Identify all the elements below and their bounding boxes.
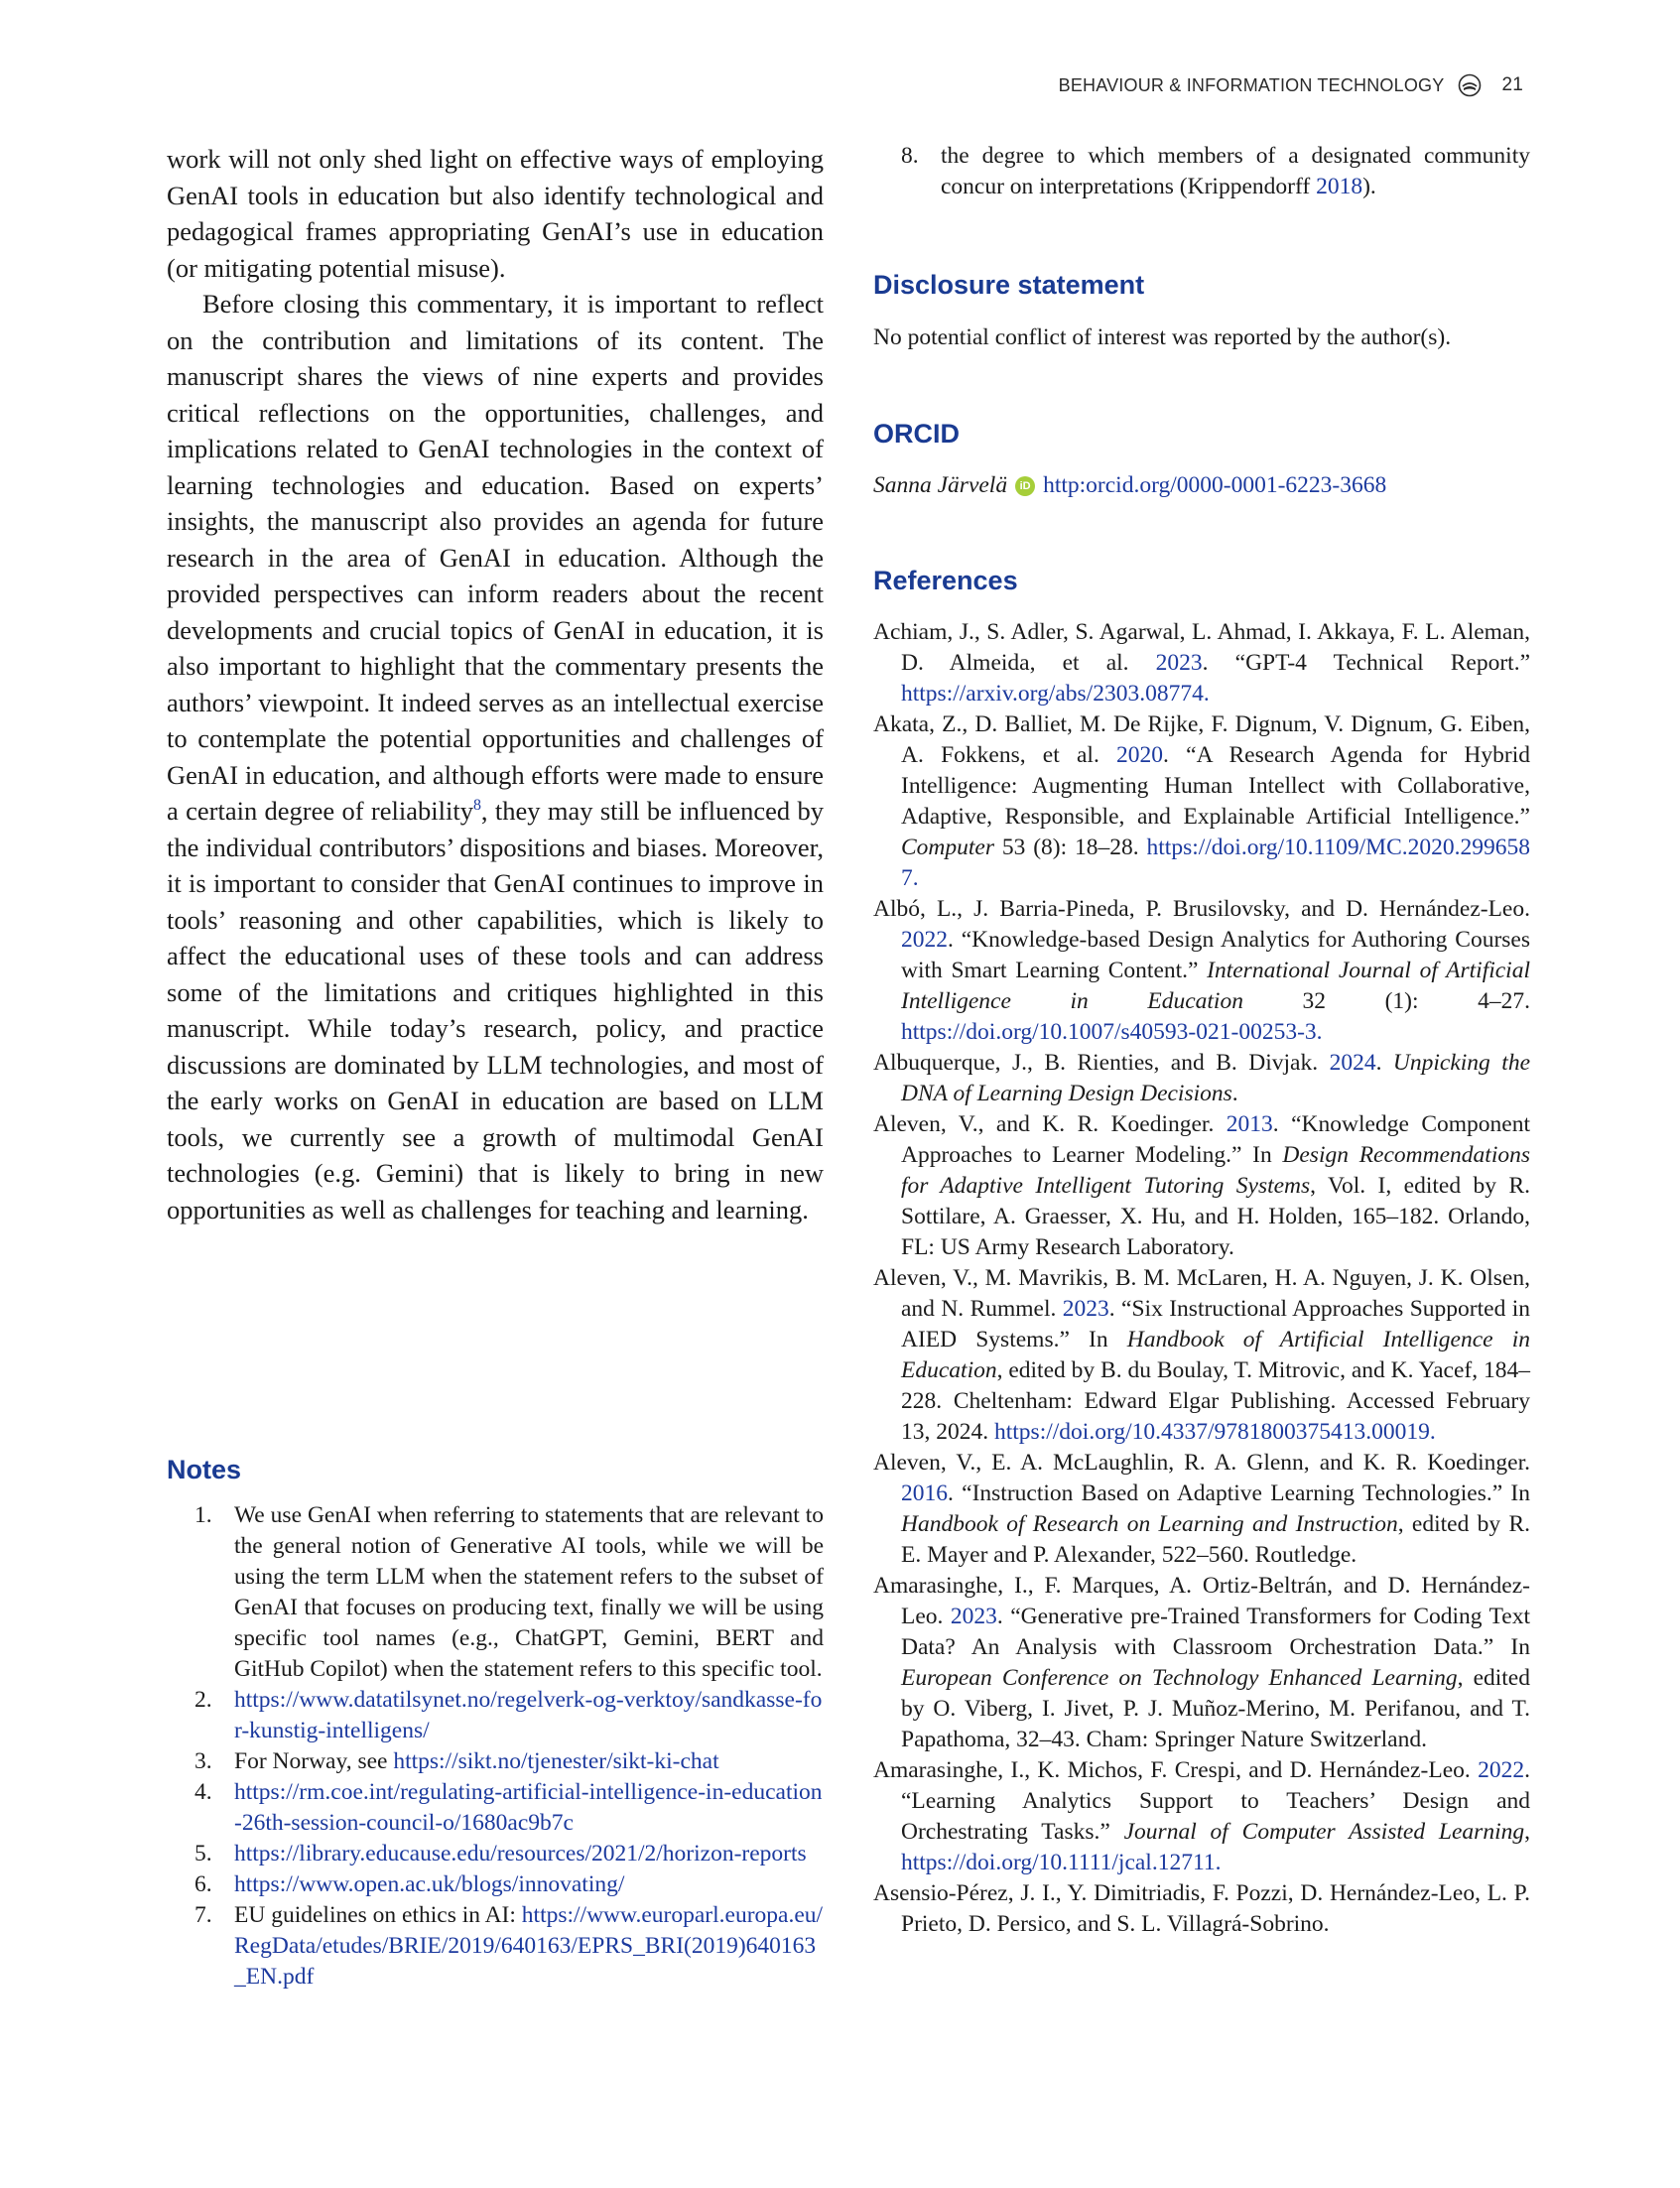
references-list	[873, 617, 1530, 1940]
note-item-8	[873, 141, 1530, 202]
reference-text: .	[1231, 1081, 1238, 1106]
reference-text: Achiam, J., S. Adler, S. Agarwal, L. Ahmad, I. Akkaya, F. L. Aleman, D. Almeida, et al.	[873, 619, 1530, 676]
reference-url[interactable]: https://doi.org/10.1111/jcal.12711.	[901, 1850, 1222, 1875]
reference-url[interactable]: https://doi.org/10.1007/s40593-021-00253-3.	[901, 1019, 1323, 1045]
reference-text: Aleven, V., and K. R. Koedinger.	[873, 1111, 1227, 1137]
reference-text: , edited by R. E. Mayer and P. Alexander, 522–560. Routledge.	[901, 1511, 1530, 1568]
note-link[interactable]: https://www.datatilsynet.no/regelverk-og-verktoy/sandkasse-for-kunstig-intelligens/	[234, 1687, 823, 1743]
orcid-icon[interactable]: iD	[1015, 476, 1035, 496]
running-header	[1059, 71, 1523, 99]
reference-year-link[interactable]: 2023	[950, 1604, 997, 1629]
journal-logo-icon	[1458, 73, 1482, 97]
note-text: ).	[1362, 174, 1376, 199]
reference-text: Amarasinghe, I., F. Marques, A. Ortiz-Beltrán, and D. Hernández-Leo.	[873, 1573, 1530, 1629]
note-link[interactable]: https://library.educause.edu/resources/2021/2/horizon-reports	[234, 1841, 807, 1866]
reference-year-link[interactable]: 2013	[1226, 1111, 1273, 1137]
reference-text: . “Six Instructional Approaches Supported in AIED Systems.” In	[901, 1296, 1531, 1352]
note-number: 2.	[194, 1687, 212, 1713]
orcid-heading: ORCID	[873, 419, 960, 449]
reference-year-link[interactable]: 2016	[901, 1480, 948, 1506]
reference-item	[873, 1755, 1530, 1878]
paragraph: work will not only shed light on effective ways of employing GenAI tools in education but also identify technological and pedagogical frames appropriating GenAI’s use in education (or mitigating potential misuse).	[167, 144, 824, 283]
note-item	[194, 1500, 824, 1685]
reference-year-link[interactable]: 2020	[1116, 742, 1164, 768]
reference-title: Unpicking the DNA of Learning Design Decisions	[901, 1050, 1530, 1106]
note-link[interactable]: https://www.europarl.europa.eu/RegData/etudes/BRIE/2019/640163/EPRS_BRI(2019)640163_EN.pdf	[234, 1902, 824, 1990]
reference-text: Albó, L., J. Barria-Pineda, P. Brusilovsky, and D. Hernández-Leo.	[873, 896, 1530, 922]
reference-item	[873, 894, 1530, 1048]
reference-venue: International Journal of Artificial Intelligence in Education	[901, 958, 1530, 1014]
reference-venue: Computer	[901, 835, 994, 860]
reference-venue: Journal of Computer Assisted Learning	[1123, 1819, 1525, 1845]
reference-text: . “A Research Agenda for Hybrid Intelligence: Augmenting Human Intellect with Collaborative, Adaptive, Responsible, and Explainable Artificial Intelligence.”	[901, 742, 1530, 830]
reference-venue: European Conference on Technology Enhanced Learning	[901, 1665, 1458, 1691]
disclosure-text: No potential conflict of interest was reported by the author(s).	[873, 324, 1452, 350]
note-number: 1.	[194, 1502, 212, 1528]
paragraph-text: , they may still be influenced by the individual contributors’ dispositions and biases. Moreover, it is important to consider that GenAI continues to improve in tools’ reasoning and other capabilities, which is likely to affect the educational uses of these tools and can address some of the limitations and critiques highlighted in this manuscript. While today’s research, policy, and practice discussions are dominated by LLM technologies, and most of the early works on GenAI in education are based on LLM tools, we currently see a growth of multimodal GenAI technologies (e.g. Gemini) that is likely to bring in new opportunities as well as challenges for teaching and learning.	[167, 796, 824, 1224]
note-text: EU guidelines on ethics in AI:	[234, 1902, 522, 1928]
reference-item	[873, 709, 1530, 894]
notes-heading: Notes	[167, 1455, 242, 1484]
reference-year-link[interactable]: 2024	[1329, 1050, 1376, 1076]
note-number: 7.	[194, 1902, 212, 1928]
note-text: We use GenAI when referring to statements that are relevant to the general notion of Generative AI tools, while we will be using the term LLM when the statement refers to the subset of GenAI that focuses on producing text, finally we will be using specific tool names (e.g., ChatGPT, Gemini, BERT and GitHub Copilot) when the statement refers to this specific tool.	[234, 1502, 824, 1682]
reference-text: Albuquerque, J., B. Rienties, and B. Divjak.	[873, 1050, 1330, 1076]
reference-text: , edited by B. du Boulay, T. Mitrovic, and K. Yacef, 184–228. Cheltenham: Edward Elgar Publishing. Accessed February 13, 2024.	[901, 1357, 1530, 1445]
disclosure-heading: Disclosure statement	[873, 270, 1145, 300]
reference-text: , edited by O. Viberg, I. Jivet, P. J. Muñoz-Merino, M. Perifanou, and T. Papathoma, 32–43. Cham: Springer Nature Switzerland.	[901, 1665, 1530, 1752]
paragraph	[167, 286, 824, 1227]
orcid-link[interactable]: http:orcid.org/0000-0001-6223-3668	[1043, 472, 1387, 498]
reference-text: Aleven, V., M. Mavrikis, B. M. McLaren, H. A. Nguyen, J. K. Olsen, and N. Rummel.	[873, 1265, 1530, 1322]
reference-item	[873, 617, 1530, 709]
reference-text: . “Learning Analytics Support to Teachers’ Design and Orchestrating Tasks.”	[901, 1757, 1530, 1845]
reference-text: 32 (1): 4–27.	[1242, 988, 1530, 1014]
citation-year-link[interactable]: 2018	[1316, 174, 1363, 199]
reference-text: . “Generative pre-Trained Transformers for Coding Text Data? An Analysis with Classroom Orchestration Data.” In	[901, 1604, 1530, 1660]
reference-text: Amarasinghe, I., K. Michos, F. Crespi, and D. Hernández-Leo.	[873, 1757, 1479, 1783]
reference-text: . “Knowledge Component Approaches to Learner Modeling.” In	[901, 1111, 1530, 1168]
references-heading: References	[873, 566, 1018, 595]
reference-item	[873, 1571, 1530, 1755]
note-number: 3.	[194, 1748, 212, 1774]
reference-text: . “Knowledge-based Design Analytics for Authoring Courses with Smart Learning Content.”	[901, 927, 1530, 983]
reference-text: 53 (8): 18–28.	[994, 835, 1147, 860]
journal-title: BEHAVIOUR & INFORMATION TECHNOLOGY	[1058, 74, 1445, 95]
note-item	[194, 1869, 824, 1900]
reference-venue: Handbook of Research on Learning and Instruction	[901, 1511, 1398, 1537]
reference-text: . “Instruction Based on Adaptive Learning Technologies.” In	[948, 1480, 1530, 1506]
reference-text: Asensio-Pérez, J. I., Y. Dimitriadis, F. Pozzi, D. Hernández-Leo, L. P. Prieto, D. Persico, and S. L. Villagrá-Sobrino.	[873, 1880, 1530, 1937]
reference-venue: Design Recommendations for Adaptive Intelligent Tutoring Systems	[901, 1142, 1530, 1199]
reference-text: Akata, Z., D. Balliet, M. De Rijke, F. Dignum, V. Dignum, G. Eiben, A. Fokkens, et al.	[873, 711, 1530, 768]
orcid-entry	[873, 470, 1530, 501]
reference-url[interactable]: https://doi.org/10.1109/MC.2020.2996587.	[901, 835, 1530, 891]
reference-item	[873, 1878, 1530, 1940]
reference-item	[873, 1048, 1530, 1109]
page-number: 21	[1501, 74, 1523, 95]
reference-text: . “GPT-4 Technical Report.”	[1202, 650, 1530, 676]
note-item	[194, 1685, 824, 1746]
reference-venue: Handbook of Artificial Intelligence in Education	[901, 1327, 1530, 1383]
reference-year-link[interactable]: 2022	[901, 927, 948, 953]
orcid-author-name: Sanna Järvelä	[873, 472, 1008, 498]
note-item	[194, 1839, 824, 1869]
notes-list	[194, 1500, 824, 1993]
note-link[interactable]: https://sikt.no/tjenester/sikt-ki-chat	[393, 1748, 719, 1774]
note-text: For Norway, see	[234, 1748, 394, 1774]
note-number: 5.	[194, 1841, 212, 1866]
left-column	[167, 141, 824, 1227]
reference-year-link[interactable]: 2023	[1062, 1296, 1109, 1322]
reference-text: , Vol. I, edited by R. Sottilare, A. Graesser, X. Hu, and H. Holden, 165–182. Orlando, FL: US Army Research Laboratory.	[901, 1173, 1530, 1260]
reference-text: .	[1375, 1050, 1393, 1076]
reference-url[interactable]: https://doi.org/10.4337/9781800375413.00019.	[994, 1419, 1436, 1445]
note-number: 6.	[194, 1871, 212, 1897]
note-item	[194, 1900, 824, 1993]
reference-url[interactable]: https://arxiv.org/abs/2303.08774.	[901, 681, 1210, 707]
note-item	[194, 1777, 824, 1839]
reference-text: Aleven, V., E. A. McLaughlin, R. A. Glenn, and K. R. Koedinger.	[873, 1450, 1530, 1476]
note-link[interactable]: https://www.open.ac.uk/blogs/innovating/	[234, 1871, 625, 1897]
reference-item	[873, 1263, 1530, 1448]
note-text: the degree to which members of a designated community concur on interpretations (Krippendorff	[941, 143, 1530, 199]
note-number: 8.	[901, 143, 919, 169]
note-item	[194, 1746, 824, 1777]
reference-item	[873, 1448, 1530, 1571]
reference-item	[873, 1109, 1530, 1263]
reference-year-link[interactable]: 2023	[1155, 650, 1203, 676]
reference-year-link[interactable]: 2022	[1478, 1757, 1525, 1783]
footnote-marker[interactable]: 8	[472, 797, 481, 815]
note-number: 4.	[194, 1779, 212, 1805]
note-link[interactable]: https://rm.coe.int/regulating-artificial-intelligence-in-education-26th-session-council-o/1680ac9b7c	[234, 1779, 823, 1836]
reference-text: ,	[1524, 1819, 1530, 1845]
paragraph-text: Before closing this commentary, it is important to reflect on the contribution and limitations of its content. The manuscript shares the views of nine experts and provides critical reflections on the opportunities, challenges, and implications related to GenAI technologies in the context of learning technologies and education. Based on experts’ insights, the manuscript also provides an agenda for future research in the area of GenAI in education. Although the provided perspectives can inform readers about the recent developments and crucial topics of GenAI in education, it is also important to highlight that the commentary presents the authors’ viewpoint. It indeed serves as an intellectual exercise to contemplate the potential opportunities and challenges of GenAI in education, and although efforts were made to ensure a certain degree of reliability	[167, 289, 824, 826]
